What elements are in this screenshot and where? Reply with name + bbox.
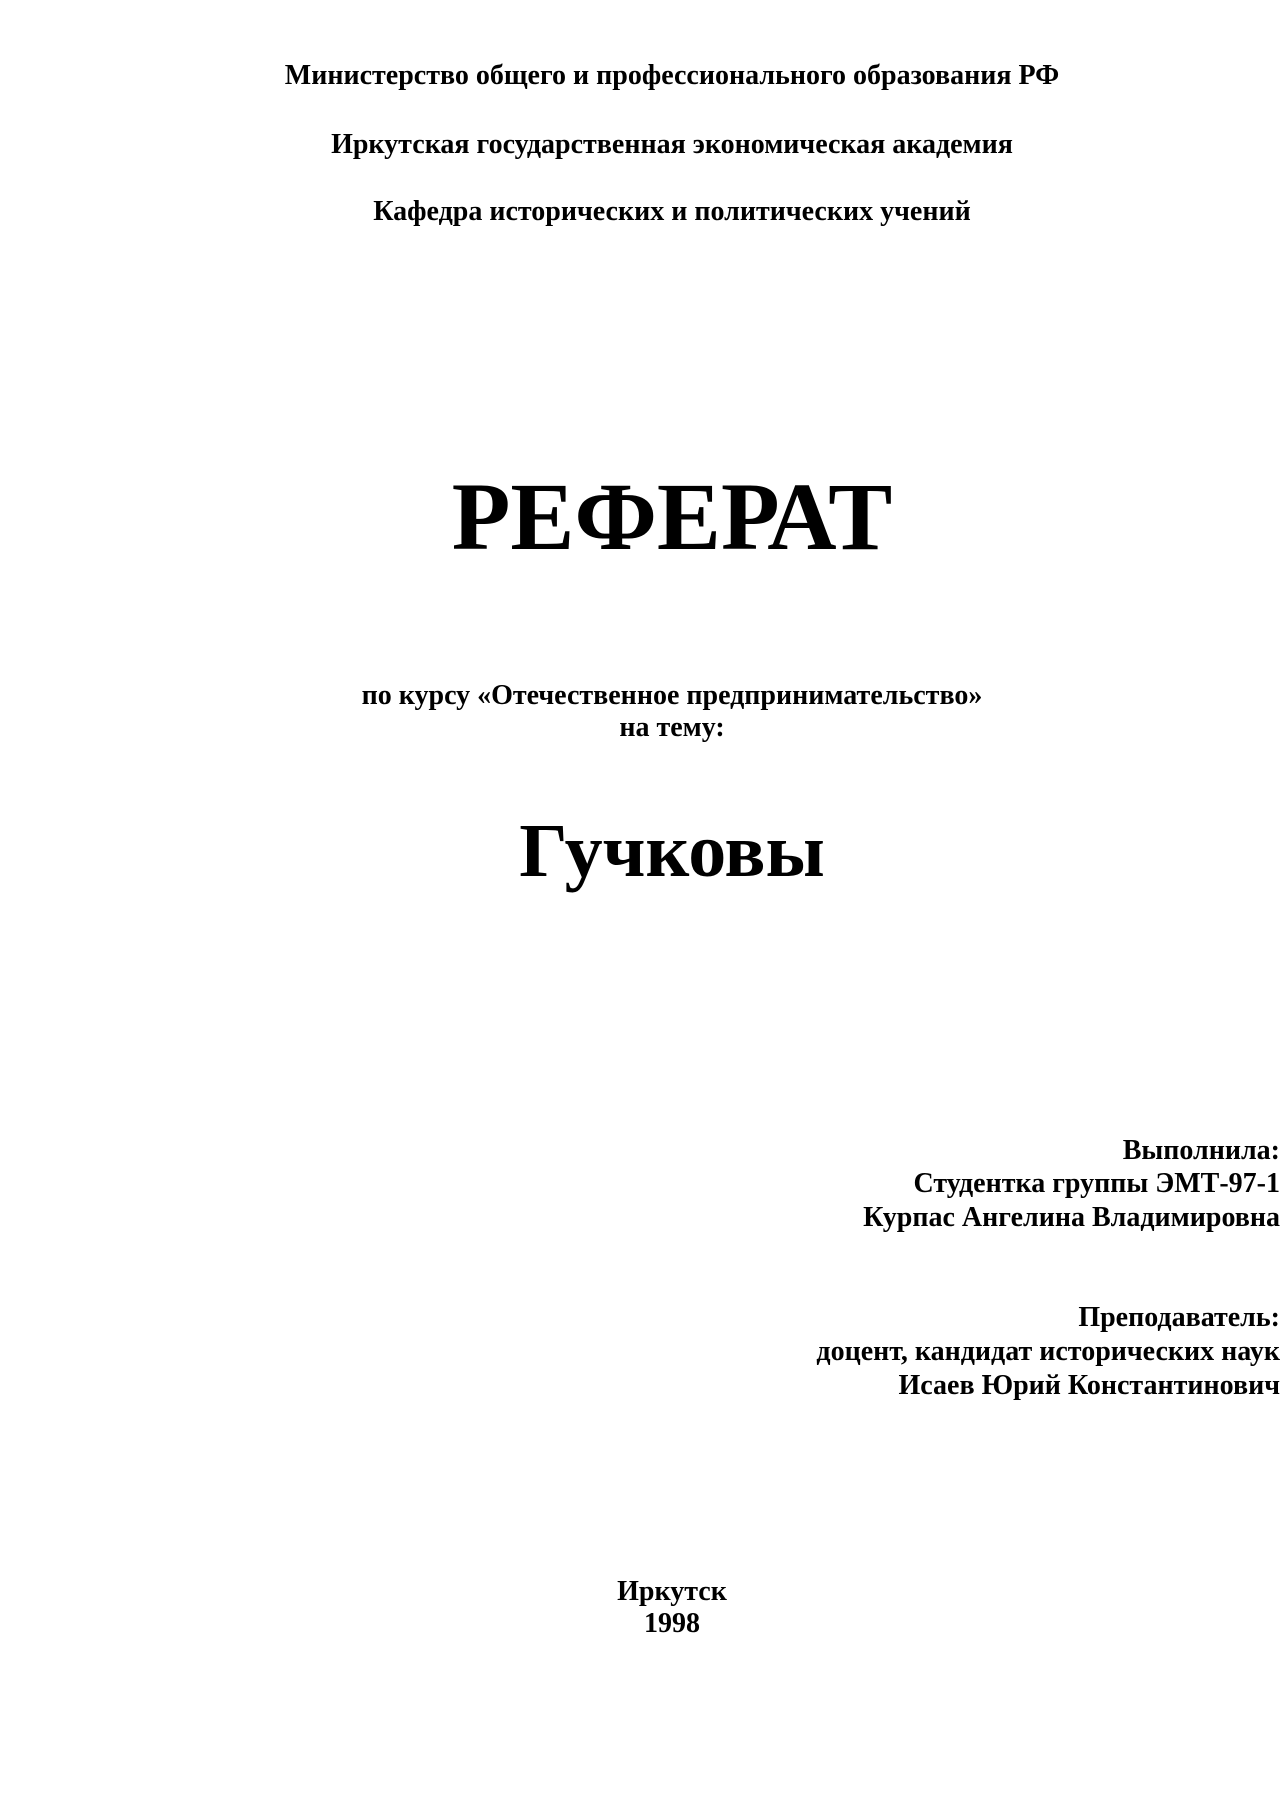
- teacher-label: Преподаватель:: [1078, 1302, 1280, 1333]
- course-line: по курсу «Отечественное предпринимательство»: [361, 680, 983, 711]
- ministry-heading: Министерство общего и профессионального образования РФ: [284, 60, 1060, 91]
- teacher-name: Исаев Юрий Константинович: [898, 1370, 1280, 1401]
- academy-heading: Иркутская государственная экономическая академия: [331, 129, 1013, 160]
- author-name: Курпас Ангелина Владимировна: [863, 1202, 1280, 1233]
- topic-intro-line: на тему:: [619, 712, 725, 743]
- department-heading: Кафедра исторических и политических учений: [373, 196, 971, 227]
- author-group: Студентка группы ЭМТ-97-1: [913, 1168, 1280, 1199]
- document-title: РЕФЕРАТ: [451, 463, 893, 570]
- author-label: Выполнила:: [1122, 1135, 1280, 1166]
- year: 1998: [644, 1608, 700, 1639]
- topic-title: Гучковы: [519, 809, 825, 893]
- city: Иркутск: [617, 1576, 727, 1607]
- teacher-position: доцент, кандидат исторических наук: [816, 1336, 1280, 1367]
